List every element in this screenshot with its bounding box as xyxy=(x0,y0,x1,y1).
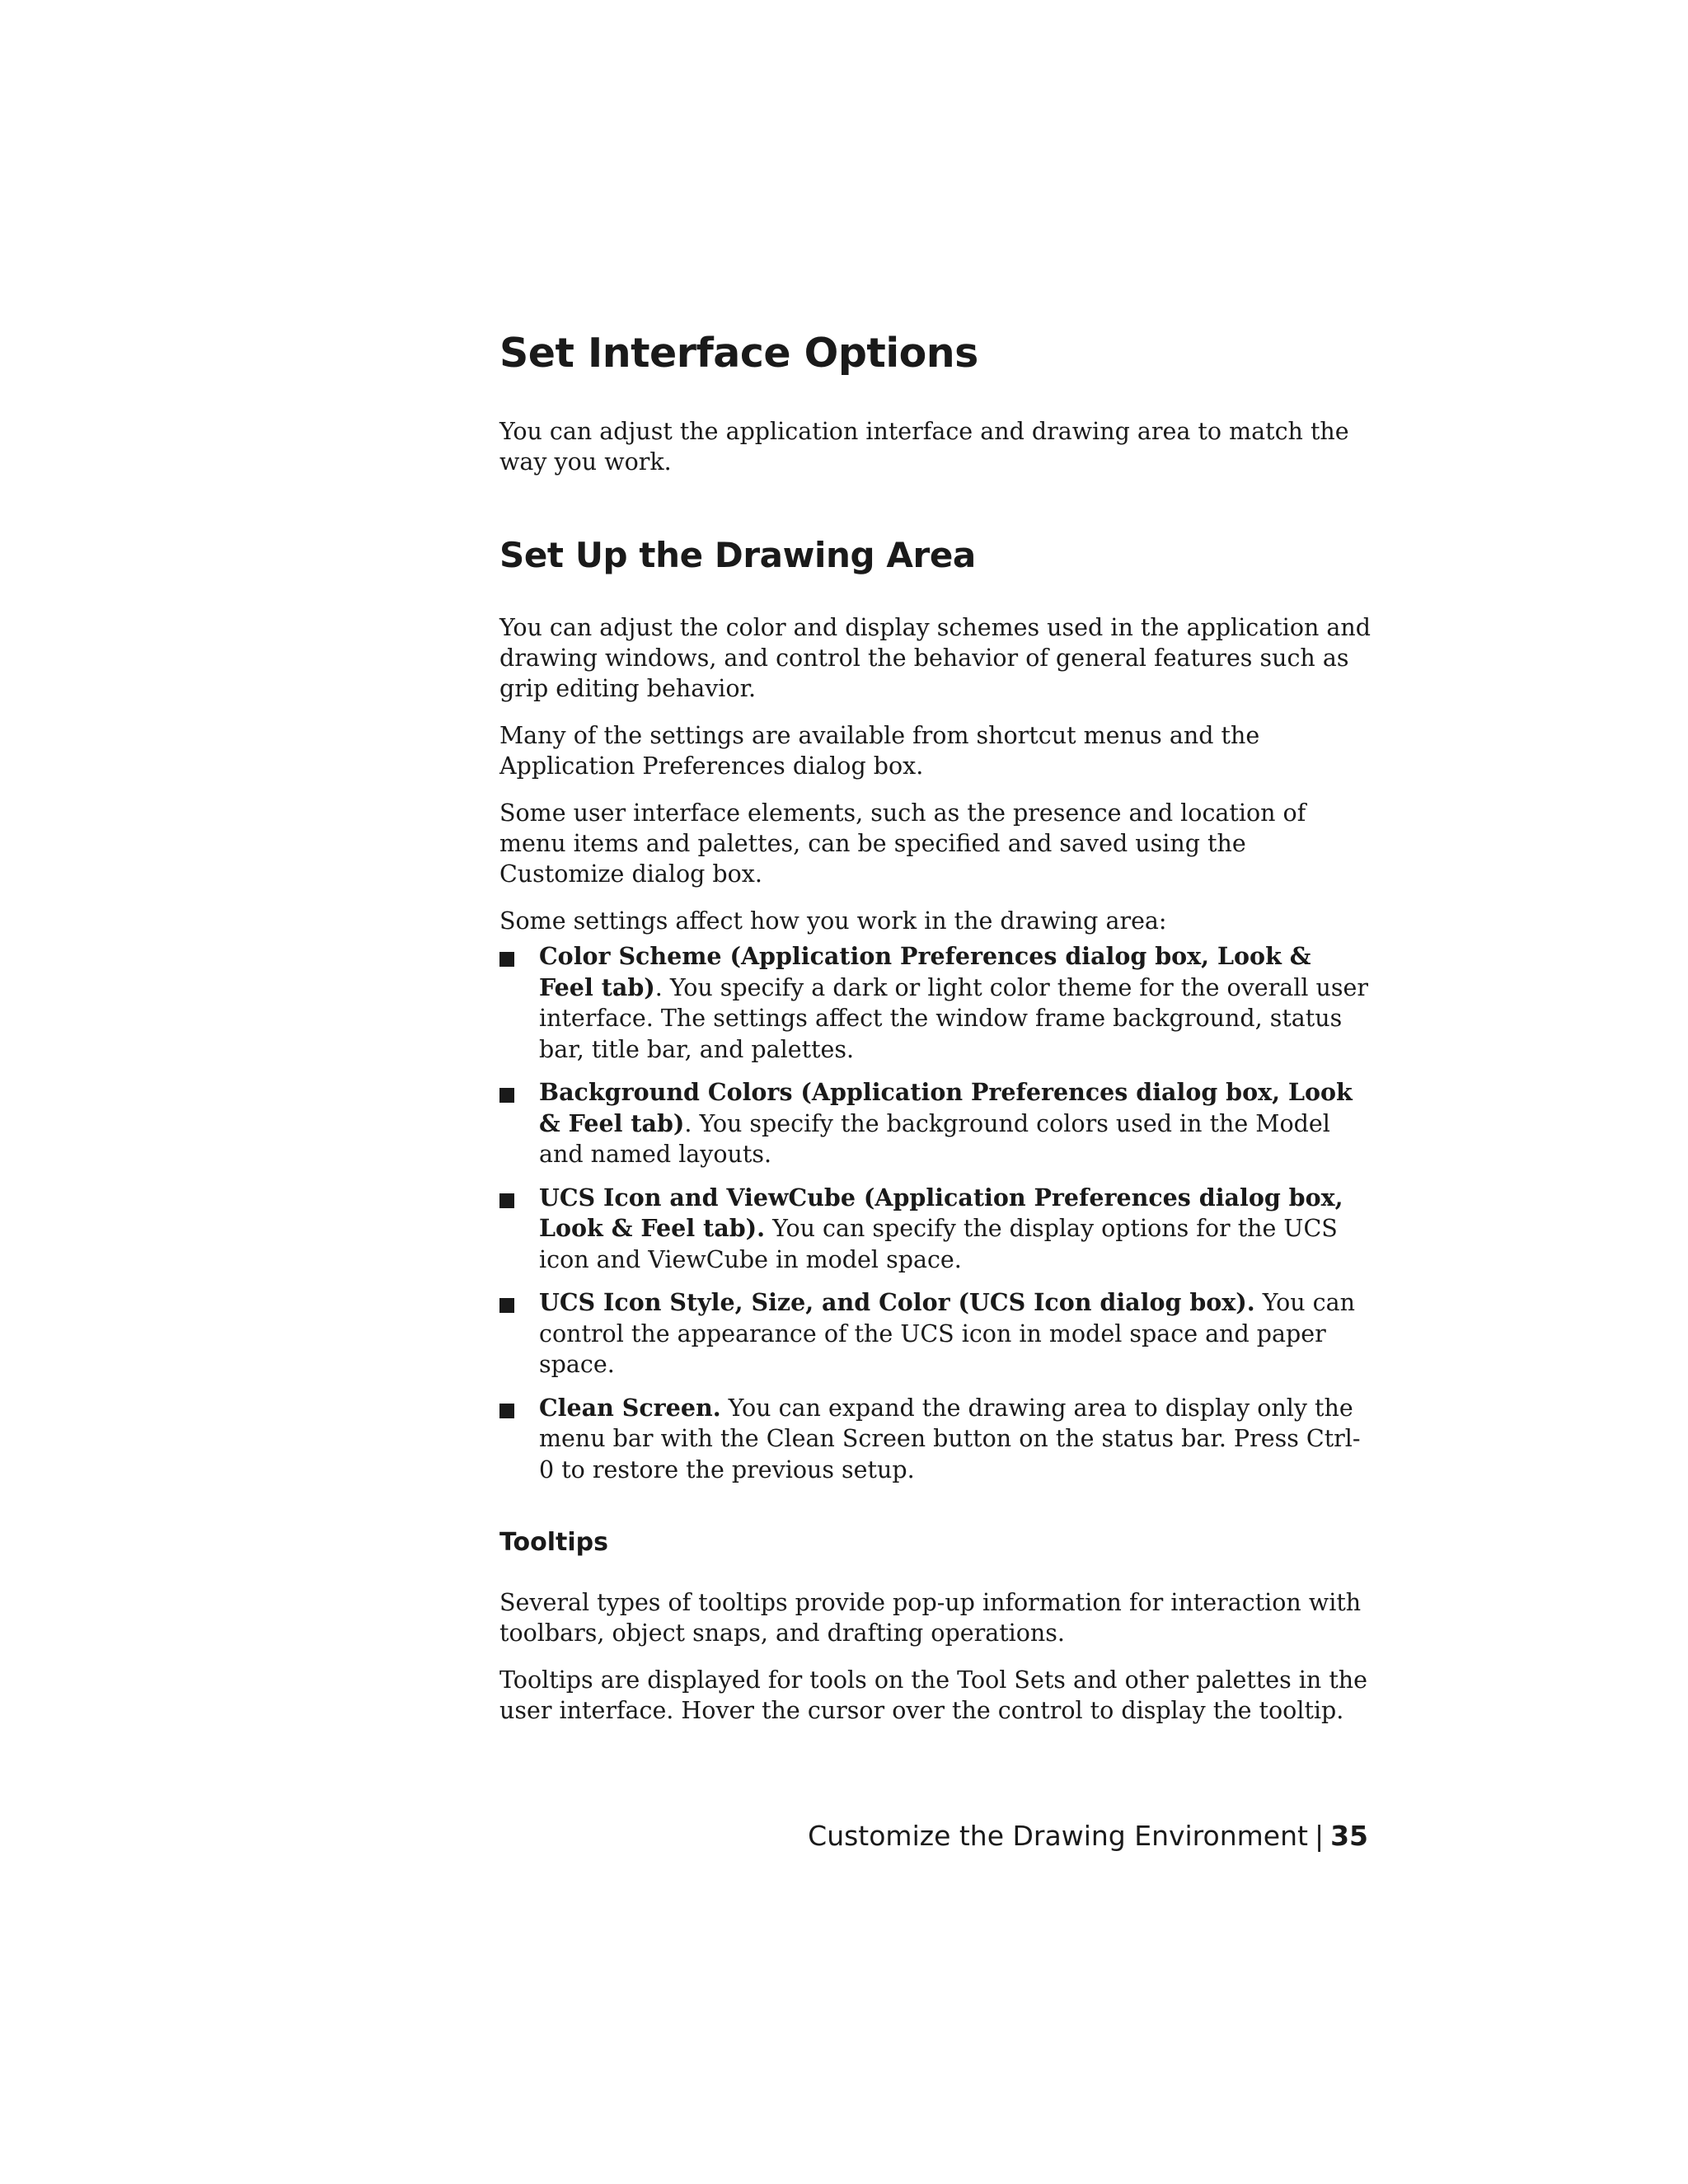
paragraph: You can adjust the color and display schemes used in the application and drawing windows, and control the behavior of general features such as grip editing behavior. xyxy=(499,614,1371,703)
list-item-term: UCS Icon and ViewCube (Application Preferences dialog box, Look & Feel tab). xyxy=(539,1183,1343,1243)
paragraph: Many of the settings are available from shortcut menus and the Application Preferences dialog box. xyxy=(499,722,1260,780)
subsection-title: Set Up the Drawing Area xyxy=(499,534,976,575)
bullet-square-icon xyxy=(499,1404,514,1418)
page-footer xyxy=(808,1820,1368,1852)
paragraph: Some user interface elements, such as the presence and location of menu items and palettes, can be specified and saved using the Customize dialog box. xyxy=(499,799,1306,888)
list-item xyxy=(499,1183,1373,1276)
list-item xyxy=(499,1393,1373,1486)
list-item xyxy=(499,1077,1373,1170)
page-number: 35 xyxy=(1330,1820,1368,1852)
list-item-text: You can expand the drawing area to display only the menu bar with the Clean Screen button on the status bar. Press Ctrl-0 to restore the previous setup. xyxy=(539,1394,1361,1483)
chapter-title: Customize the Drawing Environment xyxy=(808,1820,1308,1852)
list-item-text: You can specify the display options for the UCS icon and ViewCube in model space. xyxy=(539,1215,1338,1273)
list-item-term: Color Scheme (Application Preferences dialog box, Look & Feel tab) xyxy=(539,942,1311,1001)
footer-separator: | xyxy=(1314,1820,1325,1852)
section-intro: You can adjust the application interface and drawing area to match the way you work. xyxy=(499,417,1349,476)
list-item-text: . You specify a dark or light color theme for the overall user interface. The settings affect the window frame background, status bar, title bar, and palettes. xyxy=(539,973,1369,1063)
list-item-term: Background Colors (Application Preferences dialog box, Look & Feel tab) xyxy=(539,1078,1353,1137)
section-title: Set Interface Options xyxy=(499,330,978,377)
bullet-square-icon xyxy=(499,1298,514,1313)
bullet-square-icon xyxy=(499,1088,514,1103)
list-item xyxy=(499,941,1373,1065)
list-item-term: Clean Screen. xyxy=(539,1393,721,1422)
list-item-text: . You specify the background colors used in the Model and named layouts. xyxy=(539,1109,1330,1169)
list-item-term: UCS Icon Style, Size, and Color (UCS Icon dialog box). xyxy=(539,1288,1255,1317)
paragraph: Some settings affect how you work in the drawing area: xyxy=(499,907,1167,935)
paragraph: Tooltips are displayed for tools on the Tool Sets and other palettes in the user interface. Hover the cursor over the control to display the tooltip. xyxy=(499,1666,1367,1725)
page-content xyxy=(499,330,1373,1742)
tooltips-heading: Tooltips xyxy=(499,1528,608,1558)
list-item-text: You can control the appearance of the UCS icon in model space and paper space. xyxy=(539,1289,1355,1379)
bullet-square-icon xyxy=(499,1193,514,1208)
paragraph: Several types of tooltips provide pop-up information for interaction with toolbars, object snaps, and drafting operations. xyxy=(499,1589,1362,1647)
list-item xyxy=(499,1287,1373,1380)
bullet-square-icon xyxy=(499,952,514,967)
settings-list xyxy=(499,941,1373,1485)
